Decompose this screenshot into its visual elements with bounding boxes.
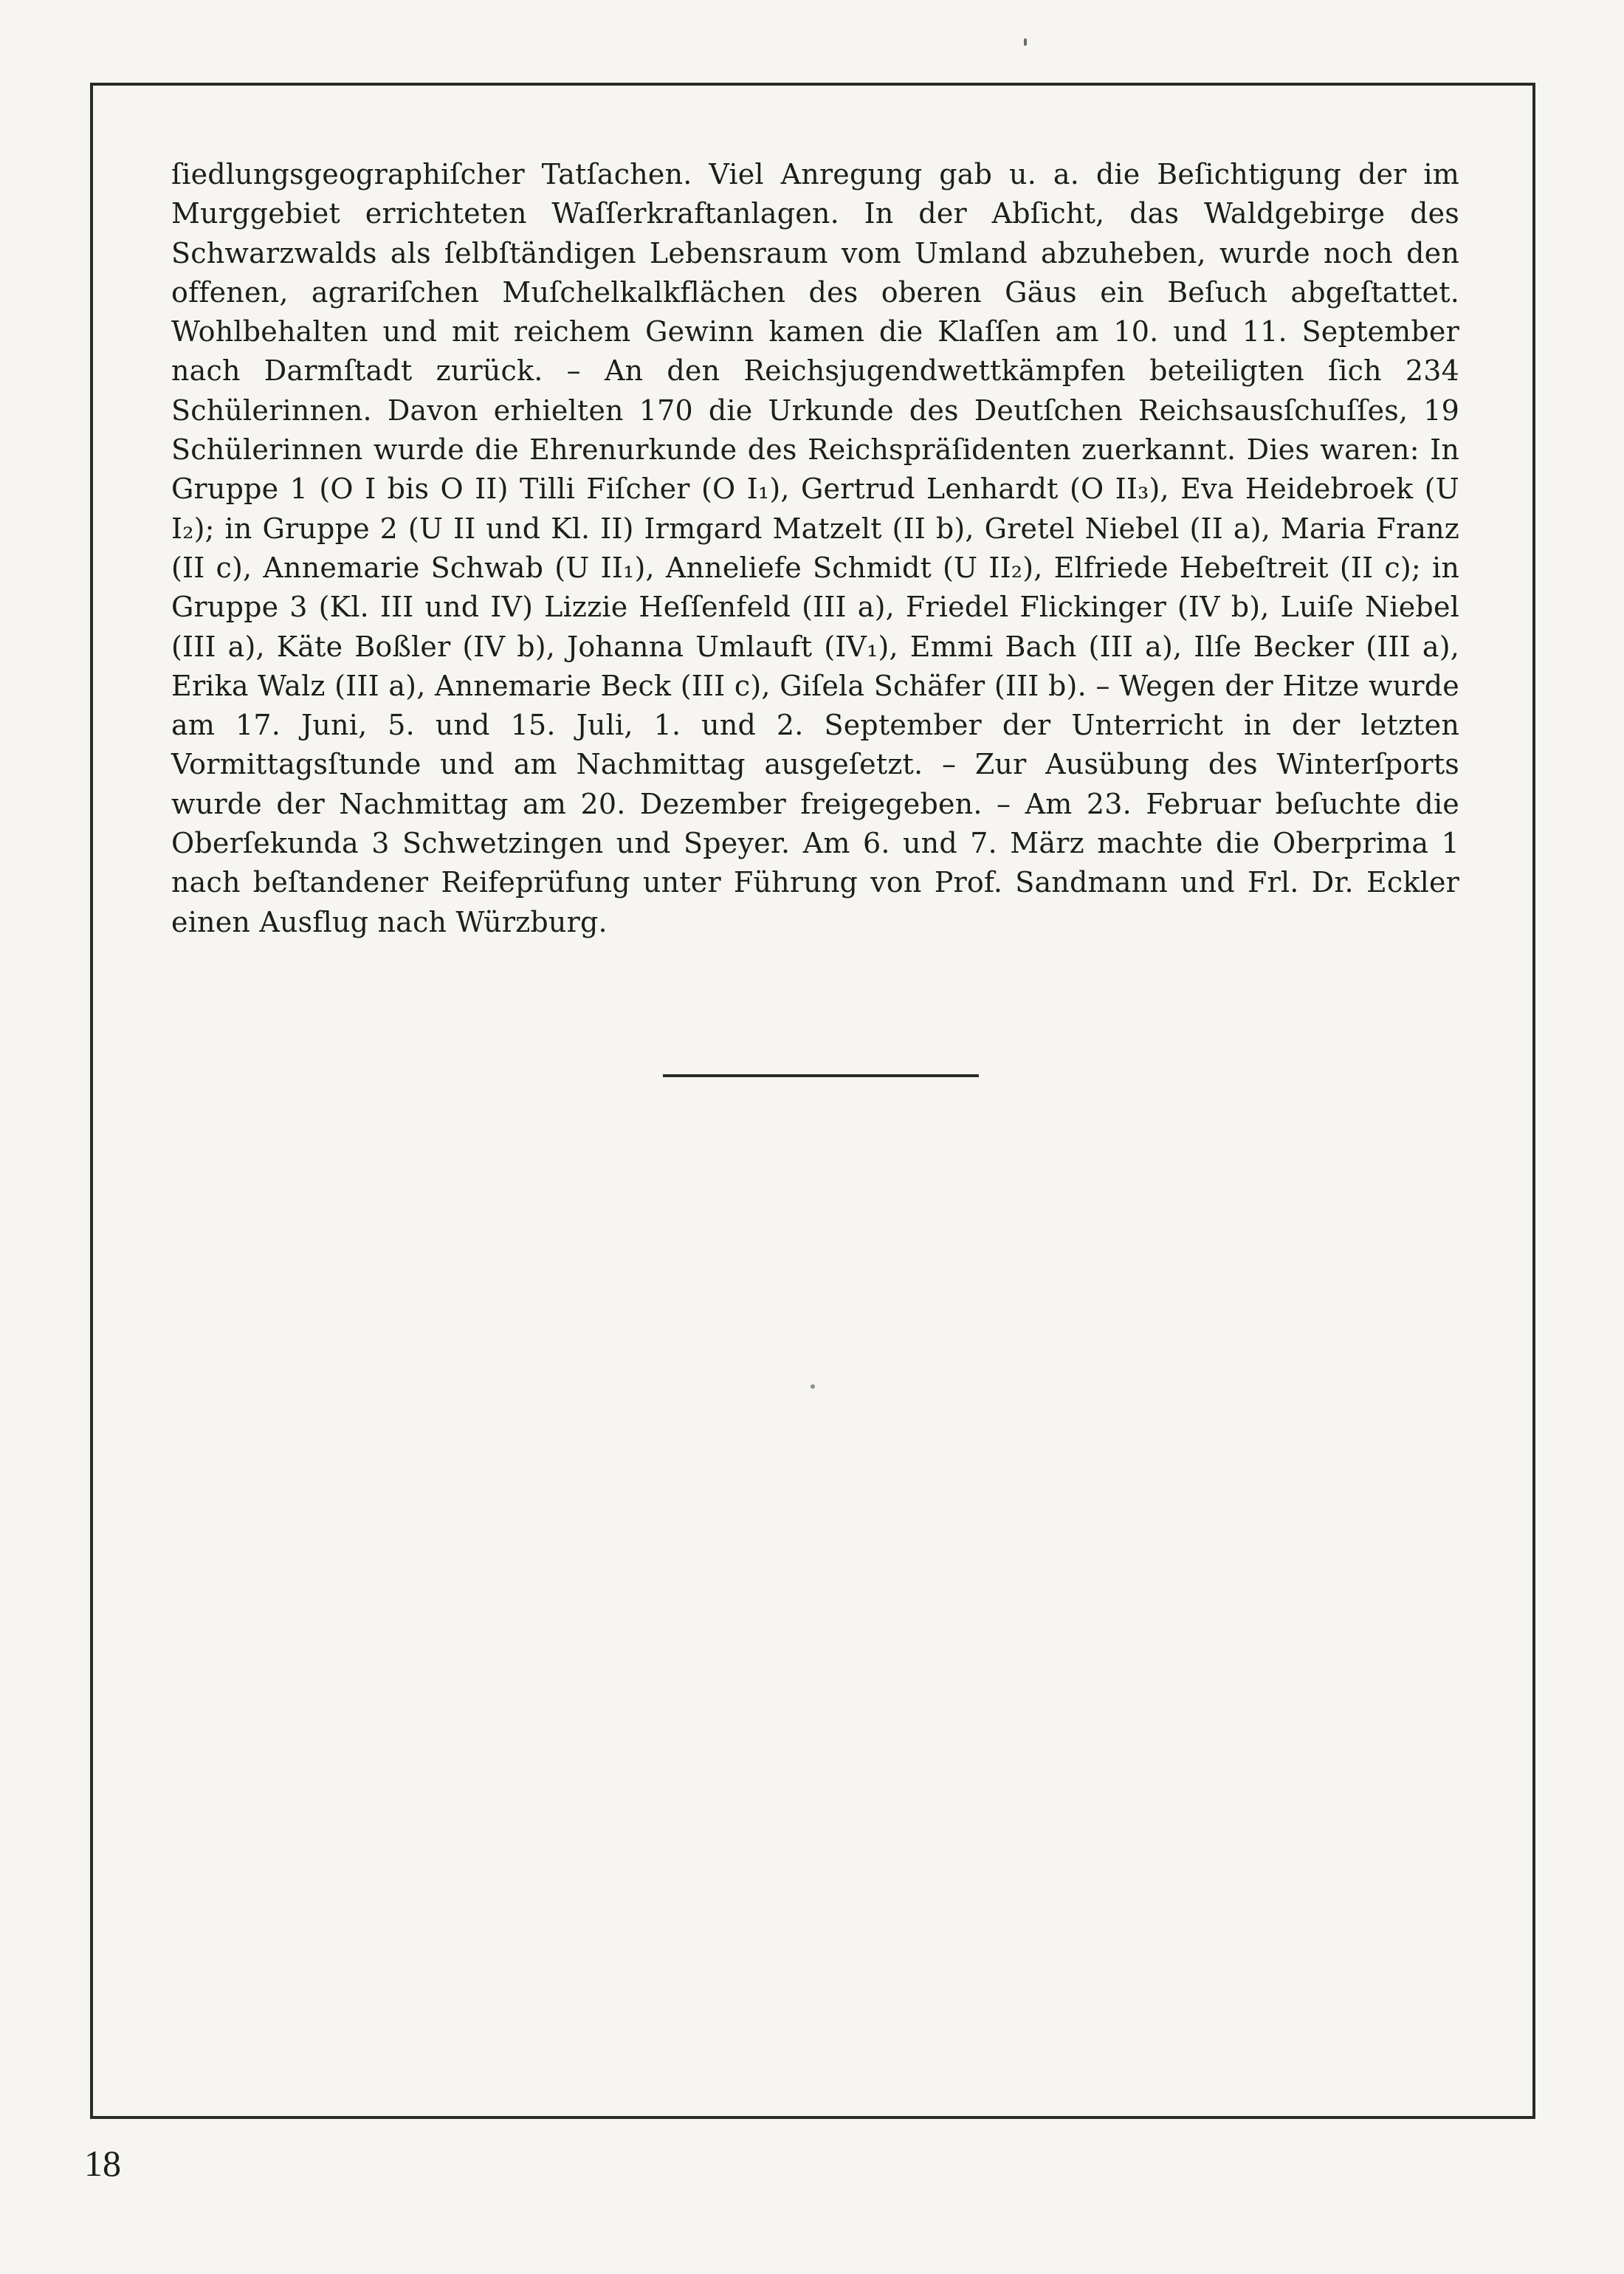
page-number: 18 — [84, 2143, 121, 2184]
scan-speck — [811, 1384, 815, 1389]
section-separator-rule — [663, 1074, 979, 1077]
scan-speck — [1024, 38, 1027, 46]
body-paragraph: ſiedlungsgeographiſcher Tatſachen. Viel Anregung gab u. a. die Beſichtigung der im Murggebiet errichteten Waſſerkraftanlagen. In der Abſicht, das Waldgebirge des Schwarzwalds als ſelbſtändigen Lebensraum vom Umland abzuheben, wurde noch den offenen, agrariſchen Muſchelkalkflächen des oberen Gäus ein Beſuch abgeſtattet. Wohlbehalten und mit reichem Gewinn kamen die Klaſſen am 10. und 11. September nach Darmſtadt zurück. – An den Reichsjugendwettkämpfen beteiligten ſich 234 Schülerinnen. Davon erhielten 170 die Urkunde des Deutſchen Reichsausſchuſſes, 19 Schülerinnen wurde die Ehrenurkunde des Reichspräſidenten zuerkannt. Dies waren: In Gruppe 1 (O I bis O II) Tilli Fiſcher (O I₁), Gertrud Lenhardt (O II₃), Eva Heidebroek (U I₂); in Gruppe 2 (U II und Kl. II) Irmgard Matzelt (II b), Gretel Niebel (II a), Maria Franz (II c), Annemarie Schwab (U II₁), Anneliefe Schmidt (U II₂), Elfriede Hebeſtreit (II c); in Gruppe 3 (Kl. III und IV) Lizzie Heſſenfeld (III a), Friedel Flickinger (IV b), Luiſe Niebel (III a), Käte Boßler (IV b), Johanna Umlauft (IV₁), Emmi Bach (III a), Ilſe Becker (III a), Erika Walz (III a), Annemarie Beck (III c), Giſela Schäfer (III b). – Wegen der Hitze wurde am 17. Juni, 5. und 15. Juli, 1. und 2. September der Unterricht in der letzten Vormittagsſtunde und am Nachmittag ausgeſetzt. – Zur Ausübung des Winterſports wurde der Nachmittag am 20. Dezember freigegeben. – Am 23. Februar beſuchte die Oberſekunda 3 Schwetzingen und Speyer. Am 6. und 7. März machte die Oberprima 1 nach beſtandener Reifeprüfung unter Führung von Prof. Sandmann und Frl. Dr. Eckler einen Ausflug nach Würzburg. — [171, 158, 1459, 938]
